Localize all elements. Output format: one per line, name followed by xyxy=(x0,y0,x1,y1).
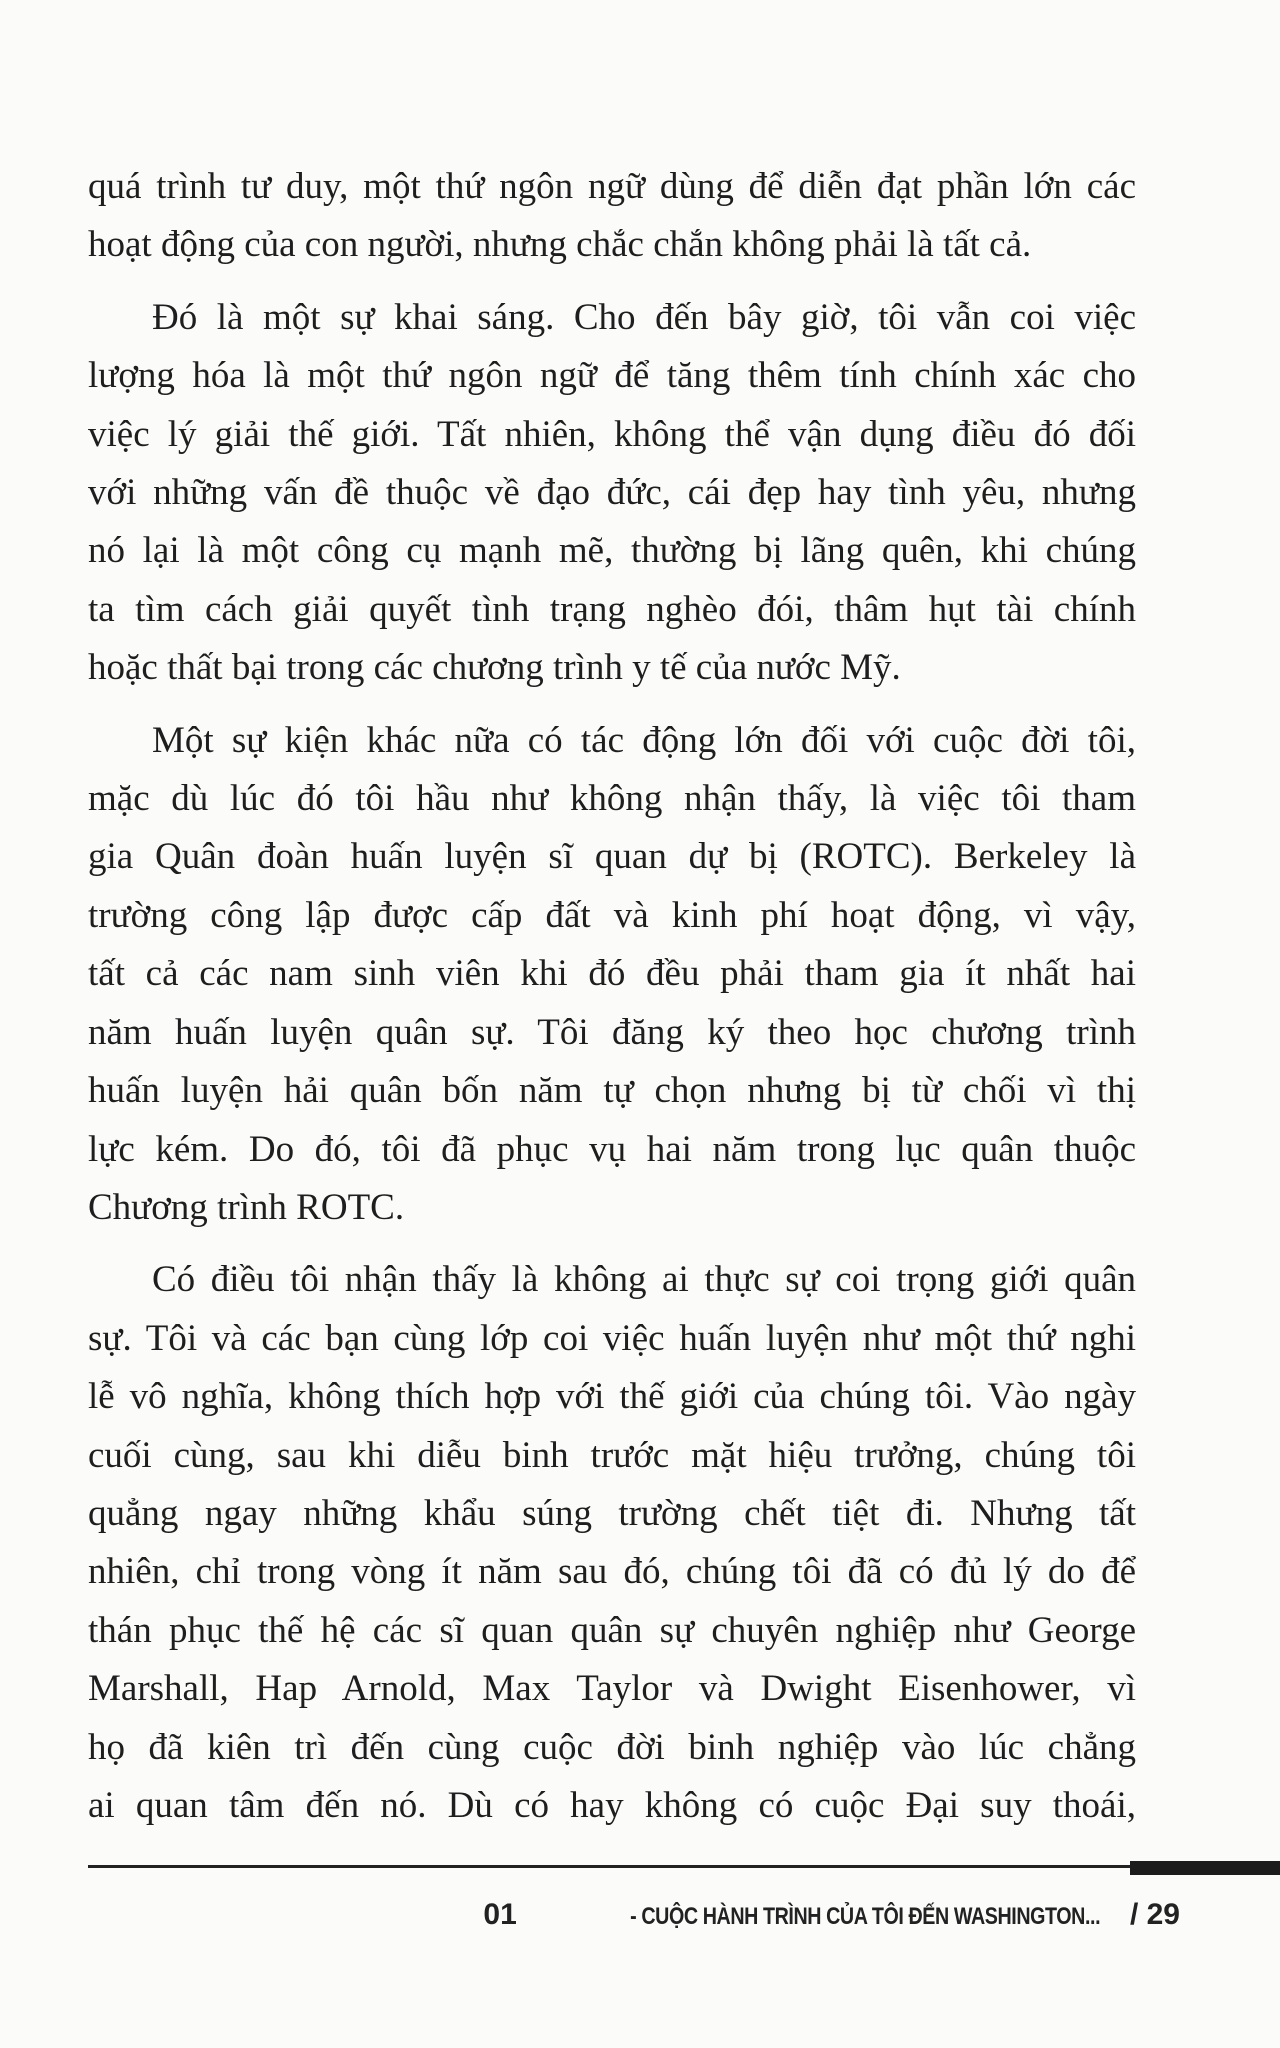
text-line: thán phục thế hệ các sĩ quan quân sự chuyên nghiệp như George xyxy=(88,1609,1136,1651)
text-line: quá trình tư duy, một thứ ngôn ngữ dùng để diễn đạt phần lớn các xyxy=(88,166,1136,207)
text-line: Có điều tôi nhận thấy là không ai thực sự coi trọng giới quân xyxy=(152,1259,1136,1301)
text-line: Một sự kiện khác nữa có tác động lớn đối với cuộc đời tôi, xyxy=(152,719,1136,761)
paragraph-1 xyxy=(88,158,1136,275)
page-number: / 29 xyxy=(1129,1898,1180,1931)
text-line: quẳng ngay những khẩu súng trường chết tiệt đi. Nhưng tất xyxy=(88,1492,1136,1534)
text-line: nhiên, chỉ trong vòng ít năm sau đó, chúng tôi đã có đủ lý do để xyxy=(88,1551,1136,1593)
footer-rule-thick xyxy=(1130,1861,1280,1875)
text-line: Marshall, Hap Arnold, Max Taylor và Dwight Eisenhower, vì xyxy=(88,1668,1136,1710)
paragraph-3 xyxy=(88,712,1136,1238)
text-line: trường công lập được cấp đất và kinh phí hoạt động, vì vậy, xyxy=(88,894,1136,936)
text-line: sự. Tôi và các bạn cùng lớp coi việc huấn luyện như một thứ nghi xyxy=(88,1317,1136,1359)
text-line: hoạt động của con người, nhưng chắc chắn không phải là tất cả. xyxy=(88,224,1032,266)
text-line: với những vấn đề thuộc về đạo đức, cái đẹp hay tình yêu, nhưng xyxy=(88,472,1136,514)
text-line: nó lại là một công cụ mạnh mẽ, thường bị lãng quên, khi chúng xyxy=(88,530,1136,572)
paragraph-4 xyxy=(88,1251,1136,1835)
paragraph-2 xyxy=(88,289,1136,698)
text-line: lượng hóa là một thứ ngôn ngữ để tăng thêm tính chính xác cho xyxy=(88,355,1136,397)
text-line: việc lý giải thế giới. Tất nhiên, không thể vận dụng điều đó đối xyxy=(88,413,1136,455)
text-line: lễ vô nghĩa, không thích hợp với thế giới của chúng tôi. Vào ngày xyxy=(88,1376,1136,1418)
text-line: năm huấn luyện quân sự. Tôi đăng ký theo học chương trình xyxy=(88,1011,1136,1053)
text-line: hoặc thất bại trong các chương trình y tế của nước Mỹ. xyxy=(88,647,901,689)
chapter-number: 01 xyxy=(483,1898,517,1931)
running-footer xyxy=(483,1898,1180,1938)
text-line: lực kém. Do đó, tôi đã phục vụ hai năm trong lục quân thuộc xyxy=(88,1128,1136,1170)
text-line: ta tìm cách giải quyết tình trạng nghèo đói, thâm hụt tài chính xyxy=(88,588,1136,630)
text-line: ai quan tâm đến nó. Dù có hay không có cuộc Đại suy thoái, xyxy=(88,1784,1136,1826)
text-line: tất cả các nam sinh viên khi đó đều phải tham gia ít nhất hai xyxy=(88,953,1136,995)
text-line: cuối cùng, sau khi diễu binh trước mặt hiệu trưởng, chúng tôi xyxy=(88,1434,1136,1476)
text-line: họ đã kiên trì đến cùng cuộc đời binh nghiệp vào lúc chẳng xyxy=(88,1726,1136,1768)
text-line: mặc dù lúc đó tôi hầu như không nhận thấy, là việc tôi tham xyxy=(88,778,1136,820)
footer-rule-thin xyxy=(88,1865,1130,1868)
text-line: huấn luyện hải quân bốn năm tự chọn nhưng bị từ chối vì thị xyxy=(88,1070,1136,1112)
text-line: gia Quân đoàn huấn luyện sĩ quan dự bị (ROTC). Berkeley là xyxy=(88,836,1136,878)
text-line: Chương trình ROTC. xyxy=(88,1186,405,1228)
body-text xyxy=(88,158,1136,1849)
text-line: Đó là một sự khai sáng. Cho đến bây giờ, tôi vẫn coi việc xyxy=(152,296,1136,338)
chapter-title: - CUỘC HÀNH TRÌNH CỦA TÔI ĐẾN WASHINGTON... xyxy=(629,1903,1100,1930)
